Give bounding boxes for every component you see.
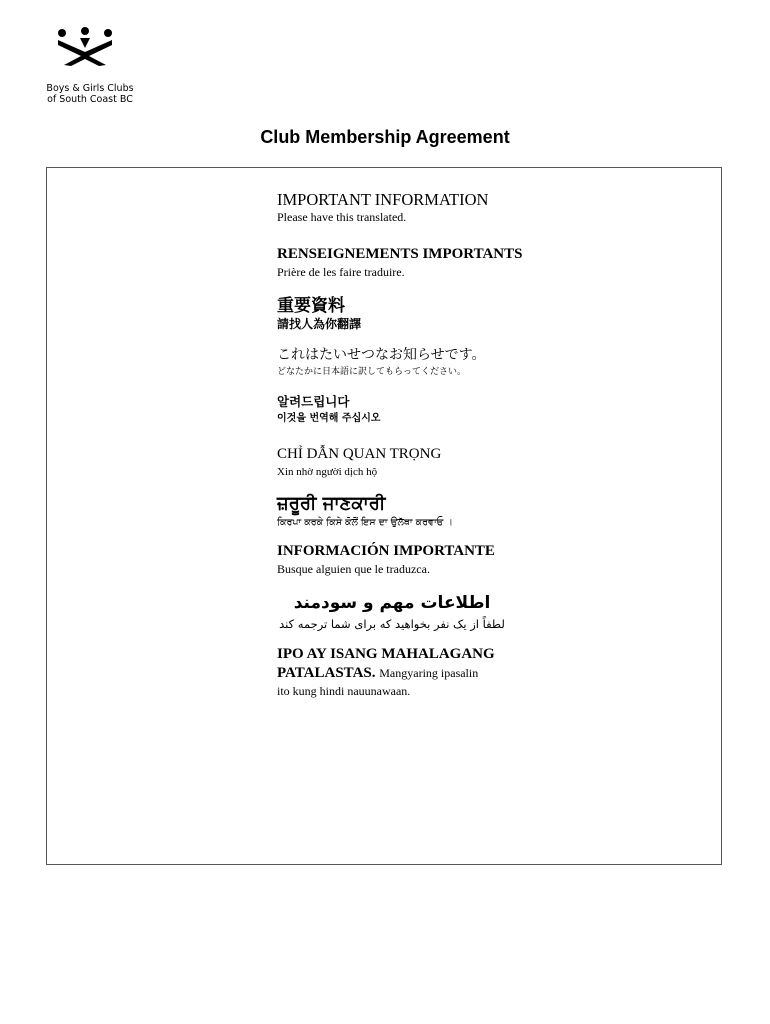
translation-notice	[277, 190, 637, 699]
notice-tagalog-heading-end: PATALASTAS.	[277, 665, 376, 681]
notice-tagalog-text-inline: Mangyaring ipasalin	[379, 666, 479, 680]
notice-farsi	[277, 591, 507, 633]
notice-spanish-heading: INFORMACIÓN IMPORTANTE	[277, 543, 495, 559]
notice-tagalog	[277, 645, 637, 699]
notice-english-text: Please have this translated.	[277, 210, 407, 224]
notice-punjabi	[277, 492, 637, 530]
notice-french	[277, 245, 637, 280]
notice-vietnamese	[277, 445, 637, 480]
notice-farsi-text: لطفاً از یک نفر بخواهید که برای شما ترجمه کند	[279, 617, 505, 631]
notice-vietnamese-text: Xin nhờ người dịch hộ	[277, 466, 378, 478]
notice-japanese-text: どなたかに日本語に訳してもらってください。	[277, 367, 467, 377]
notice-french-heading: RENSEIGNEMENTS IMPORTANTS	[277, 246, 523, 262]
notice-punjabi-text: ਕਿਰਪਾ ਕਰਕੇ ਕਿਸੇ ਕੋਲੋਂ ਇਸ ਦਾ ਉਲੱਥਾ ਕਰਵਾਓ ।	[277, 517, 453, 528]
notice-tagalog-heading-line1: IPO AY ISANG MAHALAGANG	[277, 646, 495, 662]
notice-punjabi-heading: ਜ਼ਰੂਰੀ ਜਾਣਕਾਰੀ	[277, 493, 386, 514]
notice-korean-heading: 알려드립니다	[277, 394, 350, 409]
notice-spanish-text: Busque alguien que le traduzca.	[277, 562, 430, 576]
notice-spanish	[277, 542, 637, 577]
notice-chinese-text: 請找人為你翻譯	[277, 317, 362, 331]
notice-vietnamese-heading: CHỈ DẪN QUAN TRỌNG	[277, 446, 442, 462]
notice-english-heading: IMPORTANT INFORMATION	[277, 190, 489, 209]
organization-name-line1: Boys & Girls Clubs	[46, 83, 134, 94]
translation-notice-box	[46, 167, 722, 865]
notice-english	[277, 190, 637, 225]
notice-tagalog-heading-line2	[277, 664, 637, 683]
notice-korean-text: 이것을 번역해 주십시오	[277, 413, 381, 424]
notice-chinese	[277, 296, 637, 332]
organization-name	[40, 83, 140, 105]
notice-tagalog-text-line2: ito kung hindi nauunawaan.	[277, 684, 411, 698]
notice-japanese-heading: これはたいせつなお知らせです。	[277, 347, 486, 363]
notice-farsi-heading: اطلاعات مهم و سودمند	[293, 593, 491, 613]
notice-chinese-heading: 重要資料	[277, 296, 345, 316]
notice-japanese	[277, 346, 637, 379]
organization-name-line2: of South Coast BC	[47, 94, 133, 105]
notice-korean	[277, 393, 637, 427]
page-title: Club Membership Agreement	[260, 127, 510, 147]
figures-logo-icon	[54, 26, 116, 66]
notice-french-text: Prière de les faire traduire.	[277, 265, 405, 279]
